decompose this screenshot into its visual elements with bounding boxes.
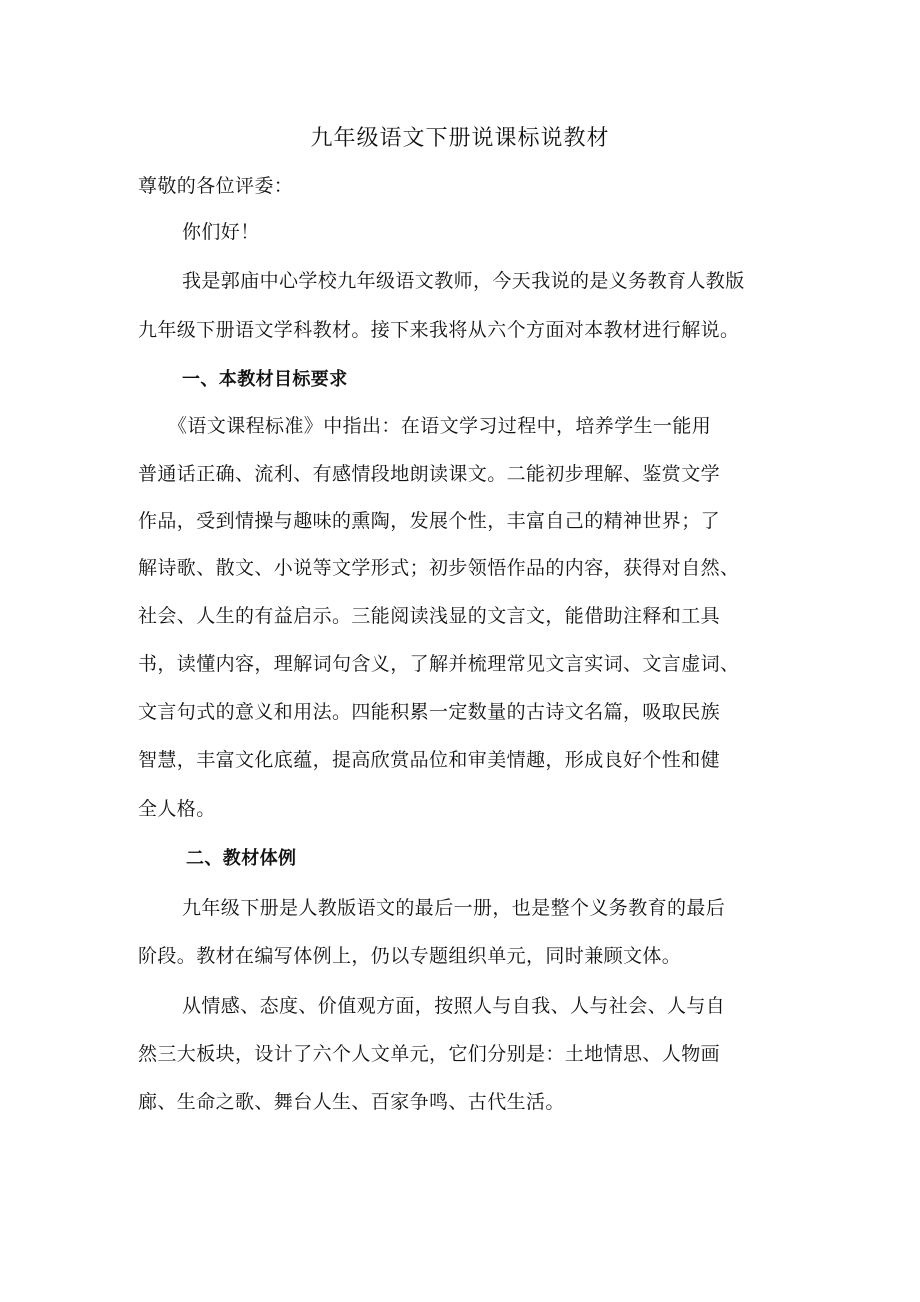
section1-line-4: 解诗歌、散文、小说等文学形式；初步领悟作品的内容，获得对自然、: [138, 557, 740, 579]
section2-p2-line-2: 然三大板块，设计了六个人文单元，它们分别是：土地情思、人物画: [138, 1043, 721, 1065]
section1-line-6: 书，读懂内容，理解词句含义，了解并梳理常见文言实词、文言虚词、: [138, 653, 740, 675]
section1-line-5: 社会、人生的有益启示。三能阅读浅显的文言文，能借助注释和工具: [138, 605, 721, 627]
section2-p2-line-1: 从情感、态度、价值观方面，按照人与自我、人与社会、人与自: [182, 995, 726, 1017]
section1-line-2: 普通话正确、流利、有感情段地朗读课文。二能初步理解、鉴赏文学: [138, 463, 721, 485]
section1-line-8: 智慧，丰富文化底蕴，提高欣赏品位和审美情趣，形成良好个性和健: [138, 749, 721, 771]
section2-p1-line-1: 九年级下册是人教版语文的最后一册，也是整个义务教育的最后: [182, 897, 726, 919]
section-heading-2: 二、教材体例: [186, 848, 297, 869]
section1-line-7: 文言句式的意义和用法。四能积累一定数量的古诗文名篇，吸取民族: [138, 701, 721, 723]
document-title: 九年级语文下册说课标说教材: [310, 126, 610, 151]
greeting: 你们好！: [182, 221, 260, 243]
section2-p2-line-3: 廊、生命之歌、舞台人生、百家争鸣、古代生活。: [138, 1091, 565, 1113]
section1-line-3: 作品，受到情操与趣味的熏陶，发展个性，丰富自己的精神世界；了: [138, 510, 721, 532]
intro-line-2: 九年级下册语文学科教材。接下来我将从六个方面对本教材进行解说。: [138, 319, 740, 341]
section2-p1-line-2: 阶段。教材在编写体例上，仍以专题组织单元，同时兼顾文体。: [138, 945, 682, 967]
salutation: 尊敬的各位评委：: [138, 175, 294, 197]
section1-line-1: 《语文课程标准》中指出：在语文学习过程中，培养学生一能用: [168, 415, 712, 437]
section-heading-1: 一、本教材目标要求: [182, 369, 348, 390]
intro-line-1: 我是郭庙中心学校九年级语文教师，今天我说的是义务教育人教版: [182, 270, 745, 292]
section1-line-9: 全人格。: [138, 798, 216, 820]
